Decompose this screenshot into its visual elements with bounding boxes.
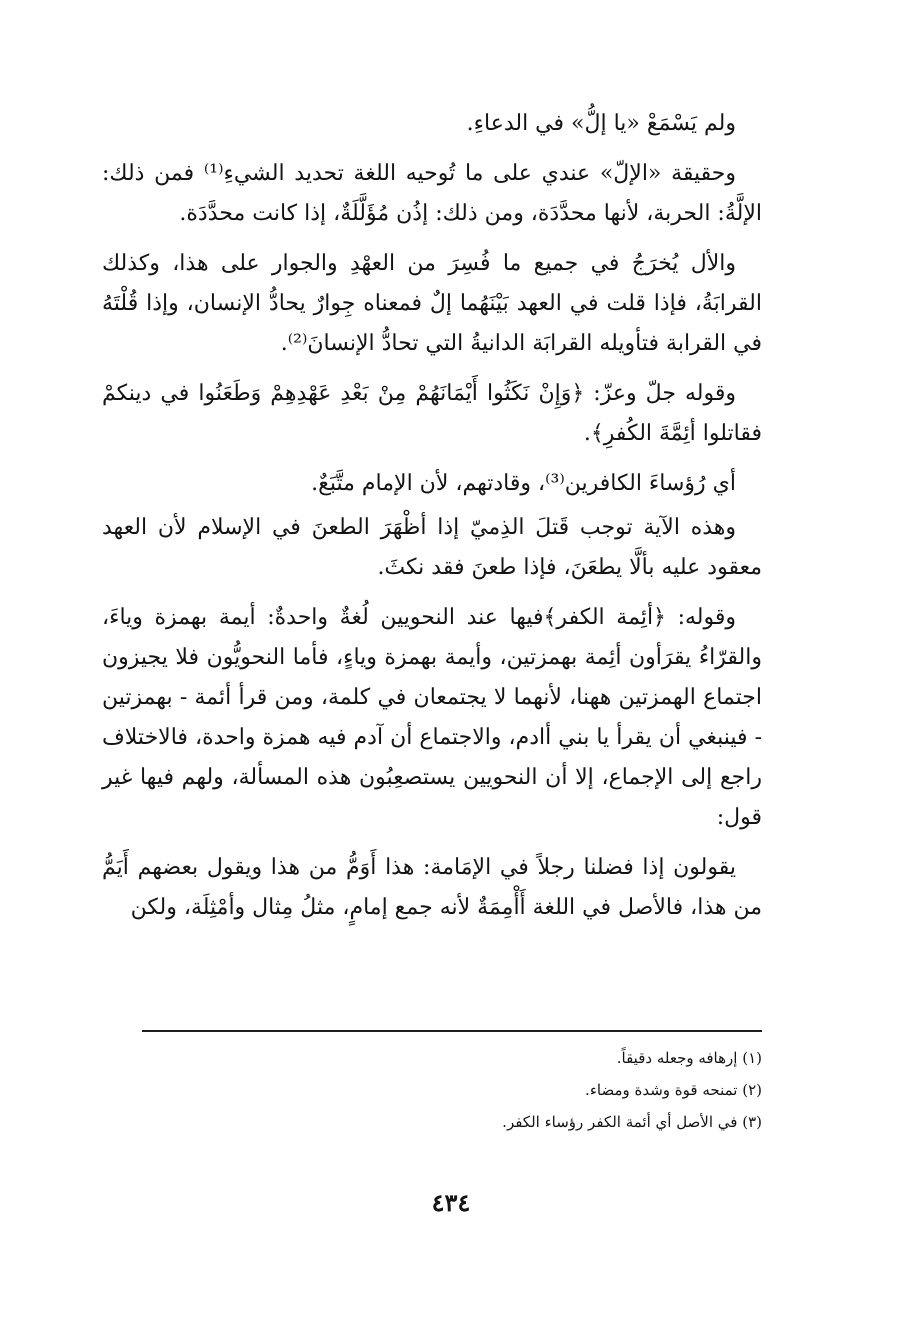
paragraph: والأل يُخرَجُ في جميع ما فُسِرَ من العهْدِ والجوار على هذا، وكذلك القرابَةُ، فإذا قلت في العهد بَيْنَهُما إلٌ فمعناه جِوارٌ يحادُّ الإنسان، وإذا قُلْتَهُ في القرابة فتأويله القرابَة الدانيةُ التي تحادُّ الإنسانَ⁽²⁾.	[102, 251, 762, 356]
paragraph: يقولون إذا فضلنا رجلاً في الإمَامة: هذا أَوَمُّ من هذا ويقول بعضهم أَيَمُّ من هذا، فالأصل في اللغة أَأْمِمَةٌ لأنه جمع إمامٍ، مثلُ مِثال وأمْثِلَة، ولكن	[102, 855, 762, 920]
footnote-divider	[142, 1030, 762, 1032]
paragraph: وقوله: ﴿أئِمة الكفر﴾فيها عند النحويين لُغةٌ واحدةٌ: أيمة بهمزة وياءَ، والقرّاءُ يقرَأون أئِمة بهمزتين، وأيمة بهمزة وياءٍ، فأما النحويُّون فلا يجيزون اجتماع الهمزتين ههنا، لأنهما لا يجتمعان في كلمة، ومن قرأ أئمة - بهمزتين - فينبغي أن يقرأ يا بني أادم، والاجتماع أن آدم فيه همزة واحدة، فالاختلاف راجع إلى الإجماع، إلا أن النحويين يستصعِبُون هذه المسألة، ولهم فيها غير قول:	[102, 605, 762, 830]
paragraph: أي رُؤساءَ الكافرين⁽³⁾، وقادتهم، لأن الإمام متَّبَعٌ.	[311, 471, 736, 496]
paragraph: وهذه الآية توجب قَتلَ الذِميّ إذا أظْهَرَ الطعنَ في الإسلام لأن العهد معقود عليه بألَّا يطعَنَ، فإذا طعنَ فقد نكثَ.	[102, 515, 762, 580]
footnote: (٢) تمنحه قوة وشدة ومضاء.	[585, 1081, 762, 1099]
page-number: ٤٣٤	[431, 1188, 471, 1217]
paragraph: وحقيقة «الإلّ» عندي على ما تُوحيه اللغة تحديد الشيءِ⁽¹⁾ فمن ذلك: الإلَّةُ: الحربة، لأنها محدَّدَة، ومن ذلك: إذُن مُؤَلَّلَةٌ، إذا كانت محدَّدَة.	[102, 161, 762, 226]
main-text	[102, 104, 762, 938]
paragraph: ولم يَسْمَعْ «يا إلُّ» في الدعاءِ.	[466, 111, 736, 136]
footnote: (٣) في الأصل أي أئمة الكفر رؤساء الكفر.	[502, 1113, 762, 1131]
paragraph: وقوله جلّ وعزّ: ﴿وَإِنْ نَكَثُوا أَيْمَانَهُمْ مِنْ بَعْدِ عَهْدِهِمْ وَطَعَنُوا في دينكمْ فقاتلوا أئِمَّةَ الكُفرِ﴾.	[102, 381, 762, 446]
footnotes	[142, 1042, 762, 1138]
footnote: (١) إرهافه وجعله دقيقاً.	[616, 1049, 762, 1067]
